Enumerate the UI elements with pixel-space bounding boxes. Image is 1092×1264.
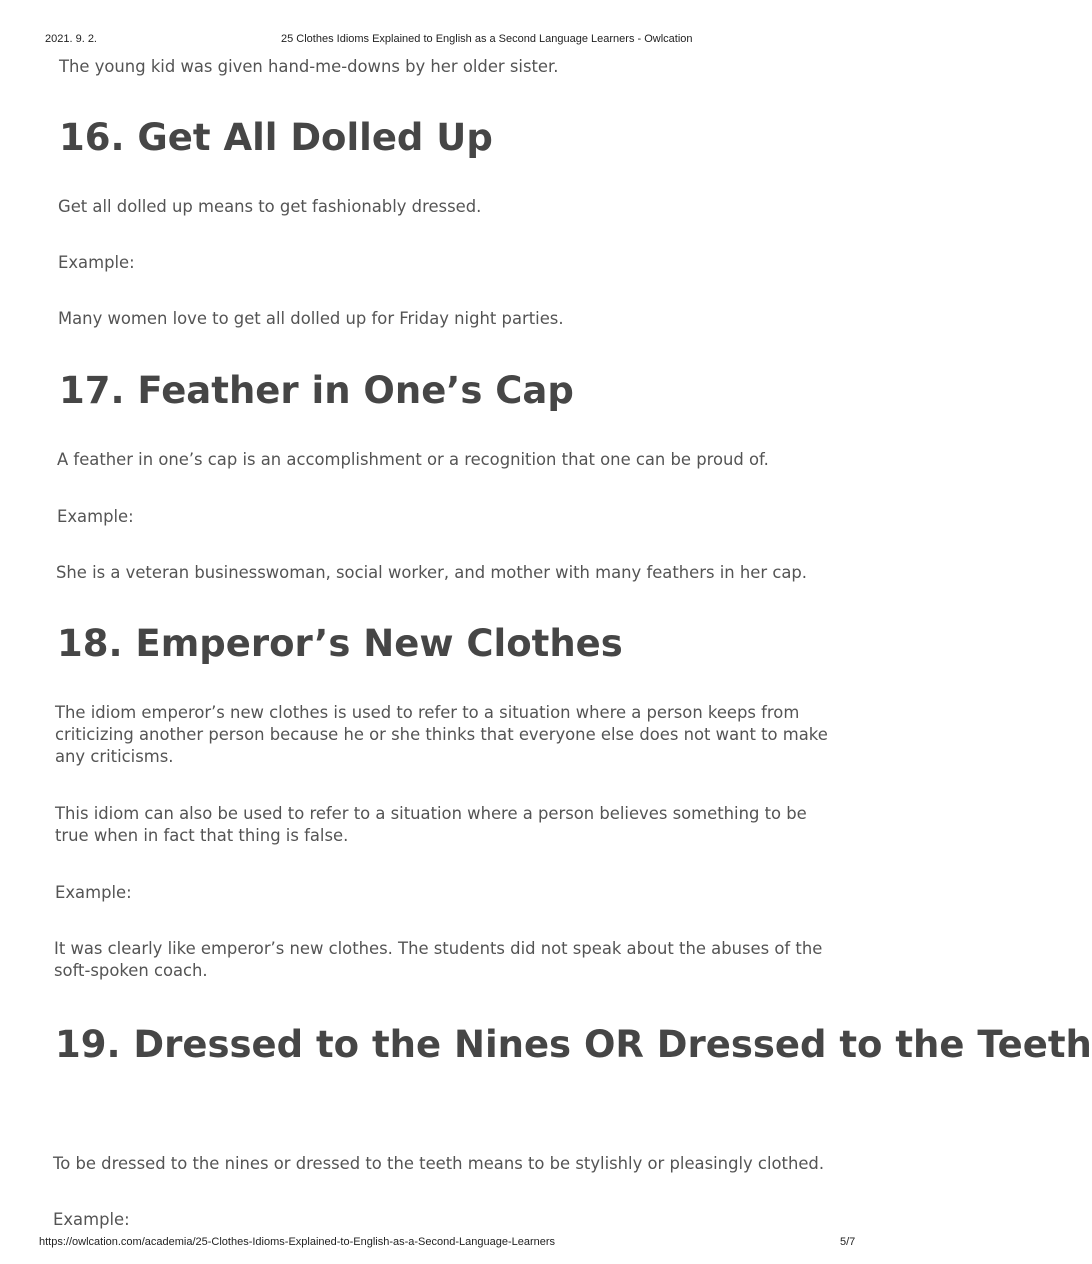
- definition-17: A feather in one’s cap is an accomplishment or a recognition that one can be proud of.: [57, 450, 769, 469]
- heading-16: 16. Get All Dolled Up: [59, 116, 493, 159]
- heading-18: 18. Emperor’s New Clothes: [57, 622, 623, 665]
- intro-line: The young kid was given hand-me-downs by her older sister.: [59, 57, 559, 76]
- example-17: She is a veteran businesswoman, social worker, and mother with many feathers in her cap.: [56, 563, 807, 582]
- example-label-16: Example:: [58, 253, 135, 272]
- print-date: 2021. 9. 2.: [45, 33, 97, 45]
- example-label-18: Example:: [55, 883, 132, 902]
- definition-16: Get all dolled up means to get fashionably dressed.: [58, 197, 482, 216]
- example-label-17: Example:: [57, 507, 134, 526]
- example-18: It was clearly like emperor’s new clothes. The students did not speak about the abuses of the soft-spoken coach.: [54, 939, 823, 980]
- definition-19: To be dressed to the nines or dressed to the teeth means to be stylishly or pleasingly clothed.: [53, 1154, 825, 1173]
- heading-17: 17. Feather in One’s Cap: [59, 369, 574, 412]
- page-url: https://owlcation.com/academia/25-Clothes-Idioms-Explained-to-English-as-a-Second-Language-Learners: [39, 1236, 556, 1248]
- definition-18: The idiom emperor’s new clothes is used to refer to a situation where a person keeps from criticizing another person because he or she thinks that everyone else does not want to make any criticisms.: [55, 703, 828, 766]
- definition-18-extra: This idiom can also be used to refer to a situation where a person believes something to be true when in fact that thing is false.: [55, 804, 807, 845]
- print-page-title: 25 Clothes Idioms Explained to English as a Second Language Learners - Owlcation: [281, 33, 693, 45]
- example-label-19: Example:: [53, 1210, 130, 1229]
- example-16: Many women love to get all dolled up for Friday night parties.: [58, 309, 564, 328]
- heading-19: 19. Dressed to the Nines OR Dressed to the Teeth: [55, 1023, 1092, 1066]
- page-number: 5/7: [840, 1236, 856, 1248]
